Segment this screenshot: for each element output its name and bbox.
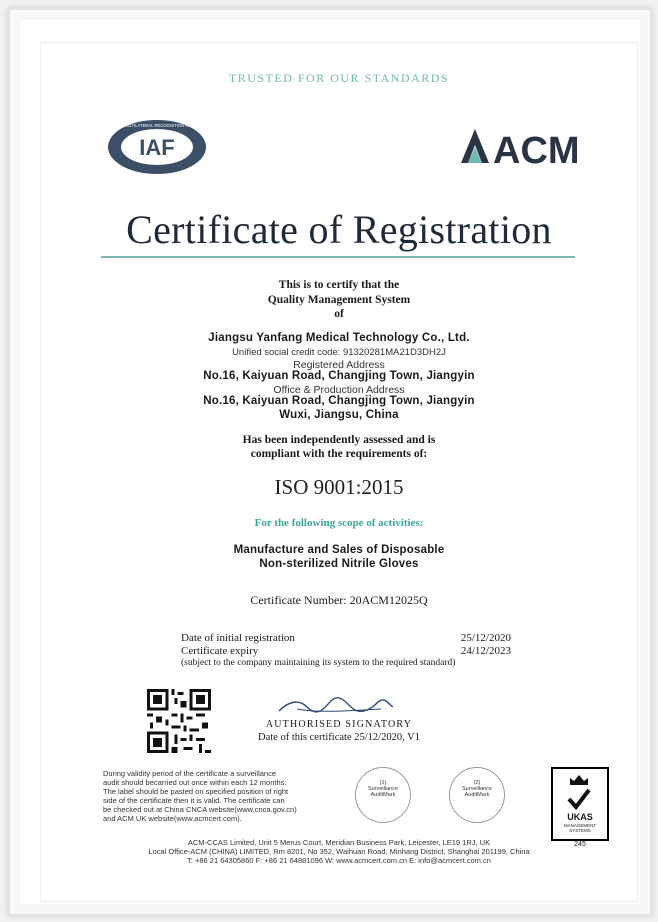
assessment-line-1: Has been independently assessed and is	[242, 434, 436, 446]
stamp-line-2: AuditMark	[464, 792, 490, 798]
ukas-number: 245	[574, 841, 586, 848]
surveillance-stamp-2	[449, 767, 505, 823]
scope-line-1: Manufacture and Sales of Disposable	[233, 544, 445, 556]
validity-note-line: be checked out at China CNCA website(www.cnca.gov.cn)	[103, 805, 297, 814]
ukas-subtitle	[553, 823, 607, 833]
ukas-badge	[551, 767, 609, 841]
credit-code: Unified social credit code: 91320281MA21D3DH2J	[232, 347, 446, 358]
initial-registration-label: Date of initial registration	[181, 632, 295, 644]
iaf-logo-text: IAF	[139, 135, 175, 160]
ukas-name: UKAS	[567, 812, 593, 822]
footer-line-3: T: +86 21 64305860 F: +86 21 64881096 W: www.acmcert.com.cn E: info@acmcert.com.cn	[187, 856, 491, 865]
initial-registration-value: 25/12/2020	[460, 632, 511, 644]
office-label: Office & Production Address	[273, 384, 405, 396]
validity-note-line: side of the certificate then it is valid. The certificate can	[103, 796, 285, 805]
stamp-number: (1)	[379, 780, 387, 786]
acm-logo-text: ACM	[493, 130, 580, 172]
initial-registration-row	[181, 632, 511, 644]
validity-note-line: audit should becarried out once within each 12 months.	[103, 778, 287, 787]
office-address-2: Wuxi, Jiangsu, China	[279, 409, 399, 421]
expiry-note: (subject to the company maintaining its system to the required standard)	[181, 658, 456, 668]
stamp-line-1: Surveillance	[368, 786, 398, 792]
expiry-row	[181, 645, 511, 657]
expiry-label: Certificate expiry	[181, 645, 259, 657]
stamp-number: (2)	[473, 780, 481, 786]
registered-label: Registered Address	[293, 359, 385, 371]
certificate-title: Certificate of Registration	[126, 207, 552, 252]
footer-line-1: ACM-CCAS Limited, Unit 5 Merus Court, Meridian Business Park, Leicester, LE19 1RJ, UK	[187, 838, 491, 847]
signature-image	[277, 695, 395, 717]
surveillance-stamp-1	[355, 767, 411, 823]
stamp-line-1: Surveillance	[462, 786, 492, 792]
registered-address: No.16, Kaiyuan Road, Changjing Town, Jiangyin	[203, 370, 475, 382]
assessment-line-2: compliant with the requirements of:	[250, 448, 428, 460]
iaf-ring-text: MEMBER OF MULTILATERAL RECOGNITION ARRANGEMENT	[96, 123, 218, 128]
ukas-sub-2: SYSTEMS	[569, 828, 591, 833]
signature-date: Date of this certificate 25/12/2020, V1	[258, 732, 420, 743]
signatory-label: AUTHORISED SIGNATORY	[265, 719, 413, 730]
crown-icon	[568, 773, 590, 787]
scope-heading: For the following scope of activities:	[254, 517, 424, 529]
checkmark-icon	[566, 787, 592, 811]
validity-note-line: During validity period of the certificate a surveillance	[103, 769, 277, 778]
acm-logo	[457, 123, 580, 172]
certify-line-1: This is to certify that the	[278, 279, 400, 291]
validity-note-line: The label should be pasted on specified position of right	[103, 787, 289, 796]
ukas-sub-1: MANAGEMENT	[563, 823, 597, 828]
certify-line-2: Quality Management System	[267, 294, 411, 306]
iso-standard: ISO 9001:2015	[274, 475, 404, 499]
title-divider	[101, 256, 575, 258]
company-name: Jiangsu Yanfang Medical Technology Co., Ltd.	[208, 332, 470, 344]
certificate-frame	[8, 8, 652, 916]
iaf-logo	[96, 119, 218, 175]
validity-note	[103, 769, 313, 823]
stamp-line-2: AuditMark	[370, 792, 396, 798]
validity-note-line: and ACM UK website(www.acmcert.com).	[103, 814, 242, 823]
office-address-1: No.16, Kaiyuan Road, Changjing Town, Jiangyin	[203, 395, 475, 407]
certificate-number: Certificate Number: 20ACM12025Q	[250, 593, 428, 607]
footer-line-2: Local Office-ACM (CHINA) LIMITED, Rm 8201, No 352, Waihuan Road, Minhang District, Shanghai 201199, China	[148, 847, 530, 856]
certify-line-3: of	[334, 308, 344, 320]
scope-line-2: Non-sterilized Nitrile Gloves	[259, 558, 419, 570]
expiry-value: 24/12/2023	[460, 645, 511, 657]
trusted-tagline: TRUSTED FOR OUR STANDARDS	[228, 71, 450, 85]
certificate-paper	[40, 42, 638, 902]
